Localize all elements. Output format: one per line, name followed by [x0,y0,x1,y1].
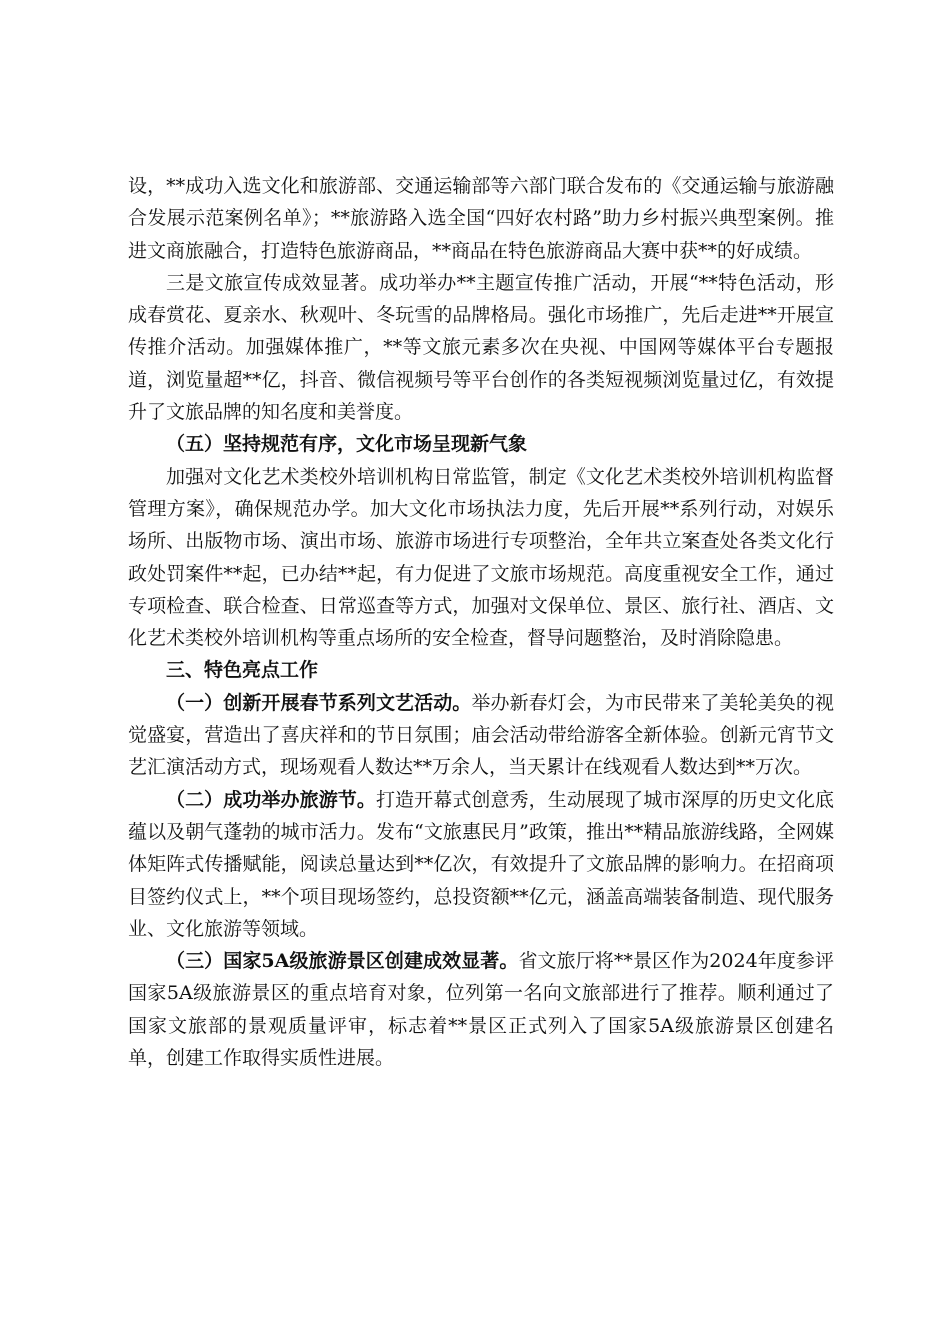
paragraph-publicity: 三是文旅宣传成效显著。成功举办**主题宣传推广活动，开展“**特色活动，形成春赏花、夏亲水、秋观叶、冬玩雪的品牌格局。强化市场推广，先后走进**开展宣传推介活动。加强媒体推广，**等文旅元素多次在央视、中国网等媒体平台专题报道，浏览量超**亿，抖音、微信视频号等平台创作的各类短视频浏览量过亿，有效提升了文旅品牌的知名度和美誉度。 [128,271,834,424]
body-spring-festival: 举办新春灯会，为市民带来了美轮美奂的视觉盛宴，营造出了喜庆祥和的节日氛围；庙会活动带给游客全新体验。创新元宵节文艺汇演活动方式，现场观看人数达**万余人，当天累计在线观看人数达到**万次。 [128,691,834,779]
lead-tourism-festival: （二）成功举办旅游节。 [166,788,376,811]
paragraph-continuation: 设，**成功入选文化和旅游部、交通运输部等六部门联合发布的《交通运输与旅游融合发展示范案例名单》；**旅游路入选全国“四好农村路”助力乡村振兴典型案例。推进文商旅融合，打造特色旅游商品，**商品在特色旅游商品大赛中获**的好成绩。 [128,175,834,262]
paragraph-market-regulation: 加强对文化艺术类校外培训机构日常监管，制定《文化艺术类校外培训机构监督管理方案》，确保规范办学。加大文化市场执法力度，先后开展**系列行动，对娱乐场所、出版物市场、演出市场、旅游市场进行专项整治，全年共立案查处各类文化行政处罚案件**起，已办结**起，有力促进了文旅市场规范。高度重视安全工作，通过专项检查、联合检查、日常巡查等方式，加强对文保单位、景区、旅行社、酒店、文化艺术类校外培训机构等重点场所的安全检查，督导问题整治，及时消除隐患。 [128,465,834,650]
section-heading-highlights: 三、特色亮点工作 [166,659,319,682]
document-body [128,170,834,1074]
paragraph-spring-festival [128,687,834,784]
body-5a-scenic-area: 省文旅厅将**景区作为2024年度参评国家5A级旅游景区的重点培育对象，位列第一名向文旅部进行了推荐。顺利通过了国家文旅部的景观质量评审，标志着**景区正式列入了国家5A级旅游景区创建名单，创建工作取得实质性进展。 [128,950,834,1070]
lead-spring-festival: （一）创新开展春节系列文艺活动。 [166,691,472,714]
paragraph-tourism-festival [128,784,834,945]
body-tourism-festival: 打造开幕式创意秀，生动展现了城市深厚的历史文化底蕴以及朝气蓬勃的城市活力。发布“文旅惠民月”政策，推出**精品旅游线路，全网媒体矩阵式传播赋能，阅读总量达到**亿次，有效提升了文旅品牌的影响力。在招商项目签约仪式上，**个项目现场签约，总投资额**亿元，涵盖高端装备制造、现代服务业、文化旅游等领域。 [128,788,834,940]
lead-5a-scenic-area: （三）国家5A级旅游景区创建成效显著。 [166,950,519,973]
subheading-market-regulation: （五）坚持规范有序，文化市场呈现新气象 [166,433,528,456]
paragraph-5a-scenic-area [128,945,834,1074]
